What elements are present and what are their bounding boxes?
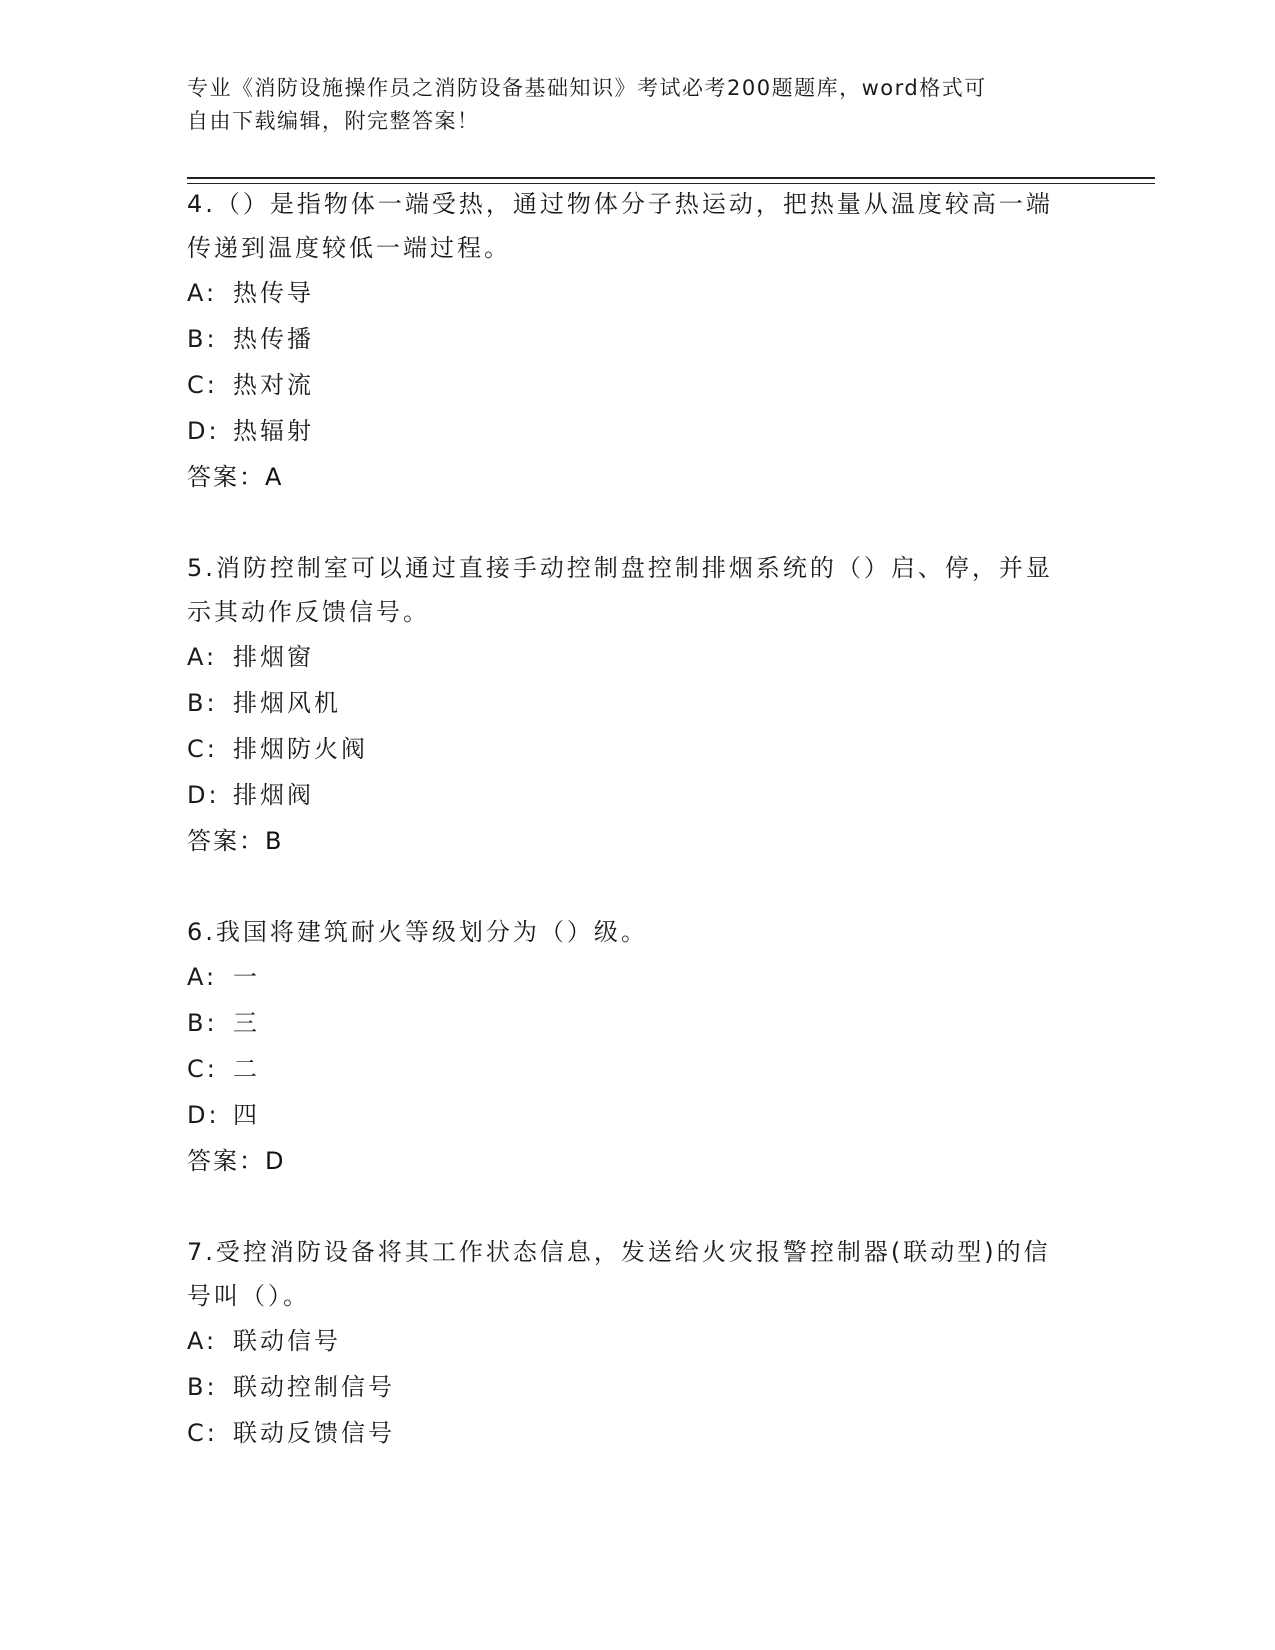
option-letter: B: xyxy=(187,1373,218,1401)
option-letter: B: xyxy=(187,689,218,717)
option-a xyxy=(187,270,1067,316)
option-text: 排烟防火阀 xyxy=(233,735,368,763)
question-stem: 5.消防控制室可以通过直接手动控制盘控制排烟系统的（）启、停，并显示其动作反馈信号。 xyxy=(187,554,1053,626)
option-c xyxy=(187,1046,1067,1092)
option-letter: A: xyxy=(187,643,218,671)
option-letter: B: xyxy=(187,325,218,353)
option-a xyxy=(187,954,1067,1000)
option-d xyxy=(187,772,1067,818)
question-5 xyxy=(187,546,1067,864)
option-b xyxy=(187,1364,1067,1410)
document-header xyxy=(187,72,1067,138)
option-b xyxy=(187,316,1067,362)
option-letter: A: xyxy=(187,279,218,307)
option-b xyxy=(187,1000,1067,1046)
question-stem: 4.（）是指物体一端受热，通过物体分子热运动，把热量从温度较高一端传递到温度较低一端过程。 xyxy=(187,190,1053,262)
option-text: 热传导 xyxy=(233,279,314,307)
option-letter: D: xyxy=(187,781,220,809)
option-text: 热对流 xyxy=(233,371,314,399)
question-stem: 7.受控消防设备将其工作状态信息，发送给火灾报警控制器(联动型)的信号叫（）。 xyxy=(187,1238,1051,1310)
option-text: 联动信号 xyxy=(233,1327,341,1355)
header-line-2: 自由下载编辑，附完整答案！ xyxy=(187,109,480,133)
option-letter: D: xyxy=(187,1101,220,1129)
option-c xyxy=(187,1410,1067,1456)
answer-text: 答案：A xyxy=(187,463,284,491)
option-letter: C: xyxy=(187,735,218,763)
option-letter: C: xyxy=(187,371,218,399)
option-letter: A: xyxy=(187,1327,218,1355)
option-text: 四 xyxy=(233,1101,260,1129)
option-text: 一 xyxy=(233,963,260,991)
option-d xyxy=(187,1092,1067,1138)
option-letter: C: xyxy=(187,1419,218,1447)
option-letter: A: xyxy=(187,963,218,991)
question-6 xyxy=(187,910,1067,1184)
option-text: 热辐射 xyxy=(233,417,314,445)
header-line-1: 专业《消防设施操作员之消防设备基础知识》考试必考200题题库，word格式可 xyxy=(187,76,987,100)
option-text: 联动反馈信号 xyxy=(233,1419,395,1447)
option-text: 联动控制信号 xyxy=(233,1373,395,1401)
header-divider-thick xyxy=(187,177,1155,179)
option-c xyxy=(187,726,1067,772)
option-c xyxy=(187,362,1067,408)
option-letter: C: xyxy=(187,1055,218,1083)
question-7 xyxy=(187,1230,1067,1456)
option-text: 三 xyxy=(233,1009,260,1037)
question-4 xyxy=(187,182,1067,500)
answer-text: 答案：B xyxy=(187,827,284,855)
option-text: 排烟窗 xyxy=(233,643,314,671)
option-d xyxy=(187,408,1067,454)
option-letter: B: xyxy=(187,1009,218,1037)
option-text: 排烟风机 xyxy=(233,689,341,717)
option-letter: D: xyxy=(187,417,220,445)
option-a xyxy=(187,1318,1067,1364)
option-text: 二 xyxy=(233,1055,260,1083)
answer-text: 答案：D xyxy=(187,1147,286,1175)
option-text: 热传播 xyxy=(233,325,314,353)
option-b xyxy=(187,680,1067,726)
option-text: 排烟阀 xyxy=(233,781,314,809)
option-a xyxy=(187,634,1067,680)
question-stem: 6.我国将建筑耐火等级划分为（）级。 xyxy=(187,918,648,946)
